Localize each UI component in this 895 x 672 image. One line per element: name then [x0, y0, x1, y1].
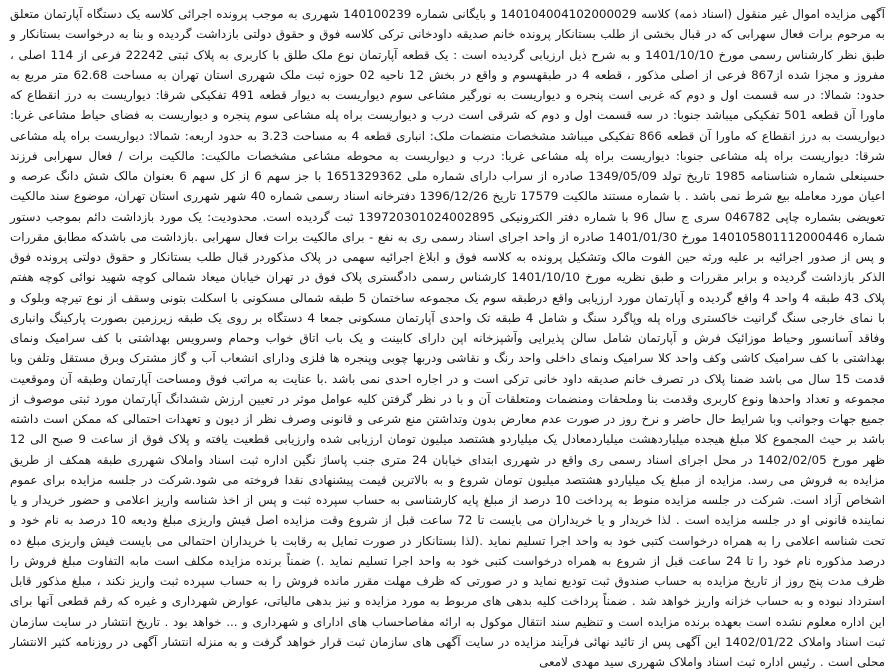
auction-notice-text: آگهی مزایده اموال غیر منقول (اسناد ذمه) کلاسه 140104004102000029 و بایگانی شماره 140100239 شهرری به موجب پرونده اجرائی کلاسه یک دستگاه آپارتمان متعلق به مرحوم برات فعال سهرابی که در قبال بخشی از طلب بستانکار پرونده خانم صدیقه داودخانی ترکی کلاسه فوق و حقوق دولتی بازداشت گردیده و بنا به درخواست بستانکار و طبق نظر کارشناس رسمی مورخ 1401/10/10 و به شرح ذیل ارزیابی گردیده است : یک قطعه آپارتمان نوع ملک طلق با کاربری به پلاک ثبتی 22242 فرعی از 114 اصلی ، مفروز و مجزا شده از867 فرعی از اصلی مذکور ، قطعه 4 در طبقهسوم و واقع در بخش 12 ناحیه 02 حوزه ثبت ملک شهرری استان تهران به مساحت 62.68 متر مربع به حدود: شمالا: در سه قسمت اول و دوم که غربی است پنجره و دیواریست به نورگیر مشاعی سوم دیواریست به دیوار قطعه 491 تفکیکی شرقا: دیواریست به درز انقطاع که ماورا آن قطعه 501 تفکیکی میباشد جنوبا: در سه قسمت اول و دوم که شرقی است درب و دیواریست براه پله مشاعی سوم پنجره و دیواریست به فضای حیاط مشاعی غربا: دیواریست به درز انقطاع که ماورا آن قطعه 866 تفکیکی میباشد مشخصات منضمات ملک: انباری قطعه 4 به مساحت 3.23 به حدود اربعه: شمالا: دیواریست براه پله مشاعی شرقا: دیواریست براه پله مشاعی جنوبا: دیواریست براه پله مشاعی غربا: درب و دیواریست به محوطه مشاعی مشخصات مالکیت: مالکیت برات / فعال سهرابی فرزند حسینعلی شماره شناسنامه 1985 تاریخ تولد 1349/05/09 صادره از سراب دارای شماره ملی 1651329362 با جز سهم 6 از کل سهم 6 بعنوان مالک شش دانگ عرصه و اعیان مورد معامله بیع شرط نمی باشد . با شماره مستند مالکیت 17579 تاریخ 1396/12/26 دفترخانه اسناد رسمی شماره 40 شهر شهرری استان تهران، موضوع سند مالکیت تعویضی بشماره چاپی 046782 سری ج سال 96 با شماره دفتر الکترونیکی 139720301024002895 ثبت گردیده است. محدودیت: یک مورد بازداشت دائم بموجب دستور شماره 140105801112000446 مورخ 1401/01/30 صادره از واحد اجرای اسناد رسمی ری به نفع - برای مالکیت برات فعال سهرابی .بازداشت می باشدکه مطابق مقررات و پس از صدور اجرائیه بر علیه ورثه حین الفوت مالک وتشکیل پرونده به کلاسه فوق و ابلاغ اجرائیه سهمی در پلاک مذکوردر قبال طلب بستانکار و حقوق دولتی پرونده فوق الذکر بازداشت گردیده و برابر مقررات و طبق نظریه مورخ 1401/10/10 کارشناس رسمی دادگستری پلاک فوق در تهران خیابان میعاد شمالی کوچه شهید نوائی کوچه هفتم پلاک 43 طبقه 4 واحد 4 واقع گردیده و آپارتمان مورد ارزیابی واقع درطبقه سوم یک مجموعه ساختمان 5 طبقه شمالی مسکونی با اسکلت بتونی وسقف از نوع تیرچه وبلوک و با نمای خارجی سنگ گرانیت خاکستری وراه پله وپاگرد سنگ و شامل 4 طبقه تک واحدی آپارتمان مسکونی جمعا 4 دستگاه بر روی یک طبقه زیرزمین بصورت پارکینگ وانباری وفاقد آسانسور وحیاط موزائیک فرش و آپارتمان شامل سالن پذیرایی وآشپزخانه اپن دارای کابینت و یک باب اتاق خواب وحمام وسرویس بهداشتی با کف سرامیک ونمای بهداشتی با کف سرامیک کاشی وکف واحد کلا سرامیک ونمای داخلی واحد رنگ و نقاشی ودربها چوبی وپنجره ها فلزی ودارای انشعاب آب و گاز مشترک وبرق مستقل وتلفن وبا قدمت 15 سال می باشد ضمنا پلاک در تصرف خانم صدیقه داود خانی ترکی است و در اجاره احدی نمی باشد .با عنایت به مراتب فوق ومساحت آپارتمان وطبقه آن وموقعیت مجموعه و تعداد واحدها ونوع کاربری وقدمت بنا وملحقات ومنضمات ومتعلقات آن و با در نظر گرفتن کلیه عوامل موثر در تعیین ارزش ششدانگ آپارتمان مورد ثبتی موصوف از جمیع جهات وجوانب وبا شرایط حال حاضر و نرخ روز در صورت عدم معارض بدون وتداشتن منع شرعی و قانونی وصرف نظر از دیون و تعهدات احتمالی که ممکن است داشته باشد بر حیث المجموع کلا مبلغ هیجده میلیاردهشت میلیاردمعادل یک میلیاردو هشتصد میلیون تومان ارزیابی شده وارزیابی قطعیت یافته و پلاک فوق از ساعت 9 صبح الی 12 ظهر مورخ 1402/02/05 در محل اجرای اسناد رسمی ری واقع در شهرری ابتدای خیابان 24 متری جنب پاساژ نگین اداره ثبت اسناد واملاک شهرری طبقه همکف از طریق مزایده به فروش می رسد. مزایده از مبلغ یک میلیاردو هشتصد میلیون تومان شروع و به بالاترین قیمت پیشنهادی نقدا فروخته می شود.شرکت در جلسه مزایده برای عموم اشخاص آزاد است. شرکت در جلسه مزایده منوط به پرداخت 10 درصد از مبلغ پایه کارشناسی به حساب سپرده ثبت و پس از اخذ شناسه واریز اعلامی و حضور خریدار و یا نماینده قانونی او در جلسه مزایده است . لذا خریدار و یا خریداران می بایست تا 72 ساعت قبل از شروع وقت مزایده اصل فیش واریزی مبلغ ودیعه 10 درصد به نام خود و تحت شناسه اعلامی را به همراه درخواست کتبی خود به واحد اجرا تسلیم نماید .(لذا بستانکار در صورت تمایل به رقابت با خریداران احتمالی می بایست فیش واریزی مبلغ ده درصد مذکوره نام خود را تا 24 ساعت قبل از شروع به همراه درخواست کتبی خود به واحد اجرا تسلیم نماید .) ضمناً برنده مزایده مکلف است مابه التفاوت مبلغ فروش را ظرف مدت پنج روز از تاریخ مزایده به حساب صندوق ثبت تودیع نماید و در صورتی که ظرف مهلت مقرر مانده فروش را به حساب سپرده ثبت واریز نکند ، مبلغ مذکور قابل استرداد نبوده و به حساب خزانه واریز خواهد شد . ضمناً پرداخت کلیه بدهی های مربوط به مورد مزایده و نیز بدهی مالیاتی، عوارض شهرداری و غیره که رقم قطعی آنها برای این اداره معلوم نشده است بعهده برنده مزایده است و تنظیم سند انتقال موکول به ارائه مفاصاحساب های ادارای و شهرداری و ... خواهد بود . تاریخ انتشار در سایت سازمان ثبت اسناد واملاک 1402/01/22 این آگهی پس از تائید نهائی فرآیند مزایده در سایت آگهی های سازمان ثبت قرار خواهد گرفت و به منزله انتشار آگهی در روزنامه کثیر الانتشار محلی است . رئیس اداره ثبت اسناد واملاک شهرری سید مهدی لامعی — [10, 7, 886, 669]
